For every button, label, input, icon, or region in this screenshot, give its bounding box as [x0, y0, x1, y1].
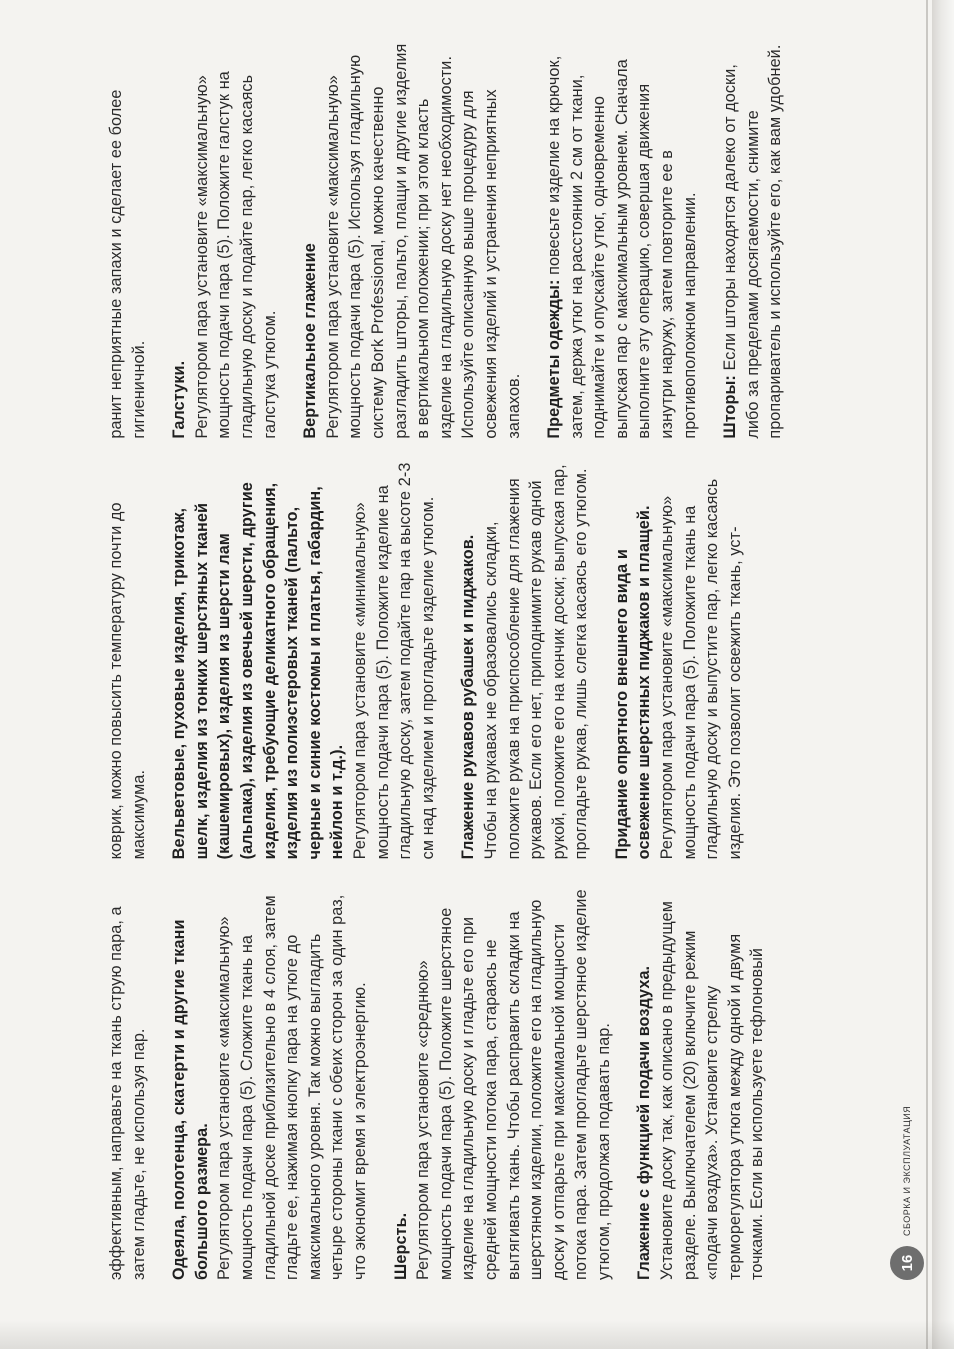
section-body [719, 40, 787, 439]
body-text: Регулятором пара установите «максимальную» мощность подачи пара (5). Положите ткань на гладильную доску и выпустите пар, легко касаясь изделия. Это позволит освежить ткань, уст- [658, 478, 744, 860]
text-section [105, 461, 150, 860]
section-body [191, 40, 281, 439]
text-section [633, 881, 769, 1280]
section-heading: Вельветовые, пуховые изделия, трикотаж, шелк, изделия из тонких шерстяных тканей (кашемировых), изделия из шерсти лам (альпака), изделия из овечьей шерсти, другие изделия, требующие деликатного обращения, изделия из полиэстеровых тканей (пальто, черные и синие костюмы и платья, габардин, нейлон и т.д.). [170, 482, 347, 860]
section-label: СБОРКА И ЭКСПЛУАТАЦИЯ [902, 1105, 912, 1236]
section-heading: Придание опрятного внешнего вида и освежение шерстяных пиджаков и плащей. [612, 505, 654, 860]
body-text: эффективным, направьте на ткань струю пара, а затем гладьте, не используя пар. [107, 906, 148, 1280]
inline-heading: Шторы: [721, 375, 740, 439]
manual-page [95, 20, 935, 1300]
section-body [105, 461, 150, 860]
body-text: Регулятором пара установите «максимальную» мощность подачи пара (5). Положите галстук на гладильную доску и подайте пар, легко касаясь галстука утюгом. [192, 71, 279, 439]
body-text: Установите доску так, как описано в предыдущем разделе. Выключателем (20) включите режим «подачи воздуха». Установите стрелку терморегулятора утюга между одной и двумя точками. Если вы используете тефлоновый [658, 901, 767, 1280]
page-footer [887, 680, 927, 1280]
text-section [719, 40, 787, 439]
text-section [105, 881, 150, 1280]
section-body [105, 881, 150, 1280]
column-3 [105, 40, 865, 439]
section-body [412, 881, 615, 1280]
body-text: Регулятором пара установите «минимальную» мощность подачи пара (5). Положите изделие на гладильную доску, затем подайте пар на высоте 2-3 см над изделием и прогладьте изделие утюгом. [350, 462, 437, 860]
column-2 [105, 461, 865, 860]
body-text: Регулятором пара установите «максимальную» мощность подачи пара (5). Сложите ткань на гладильной доске приблизительно в 4 слоя, затем гладьте ее, нажимая кнопку пара на утюге до максимального уровня. Так можно выгладить четыре стороны ткани с обеих сторон за один раз, что экономит время и электроэнергию. [215, 894, 369, 1280]
text-section [543, 40, 701, 439]
section-body [213, 881, 371, 1280]
section-heading: Глажение с функцией подачи воздуха. [635, 965, 654, 1280]
section-body [349, 461, 439, 860]
scan-page-edge [932, 0, 954, 1349]
text-columns [105, 40, 865, 1280]
inline-heading: Предметы одежды: [545, 279, 564, 439]
section-heading: Глажение рукавов рубашек и пиджаков. [459, 534, 478, 860]
text-section [168, 40, 281, 439]
section-body [480, 461, 593, 860]
body-text: повесьте изделие на крючок, затем, держа утюг на расстоянии 2 см от ткани, поднимайте и опускайте утюг, одновременно выпуская пар с максимальным уровнем. Сначала выполните эту операцию, совершая движения изнутри наружу, затем повторите ее в противоположном направлении. [545, 55, 699, 439]
text-section [168, 461, 439, 860]
column-1 [105, 881, 865, 1280]
text-section [611, 461, 747, 860]
section-body [656, 461, 746, 860]
section-heading: Одеяла, полотенца, скатерти и другие ткани большого размера. [170, 919, 211, 1280]
body-text: Регулятором пара установите «максимальную» мощность подачи пара (5). Используя гладильную систему Bork Professional, можно качественно разгладить шторы, пальто, плащи и другие изделия в вертикальном положении; при этом класть изделие на гладильную доску нет необходимости. Используйте описанную выше процедуру для освежения изделий и устранения неприятных запахов. [323, 43, 523, 439]
body-text: Если шторы находятся далеко от доски, либо за пределами досягаемости, снимите пропариватель и используйте его, как вам удобней. [721, 44, 785, 439]
section-heading: Вертикальное глажение [301, 243, 320, 439]
section-body [543, 40, 701, 439]
body-text: Чтобы на рукавах не образовались складки, положите рукав на приспособление для глажения рукавов. Если его нет, приподнимите рукав одной рукой, положите его на кончик доски; выпуская пар, прогладьте рукав, лишь слегка касаясь его утюгом. [481, 464, 591, 860]
section-body [322, 40, 525, 439]
scan-bottom-shadow [0, 1320, 954, 1349]
section-body [105, 40, 150, 439]
text-section [168, 881, 371, 1280]
section-heading: Шерсть. [391, 1212, 410, 1280]
text-section [299, 40, 525, 439]
body-text: Регулятором пара установите «среднюю» мощность подачи пара (5). Положите шерстяное изделие на гладильную доску и гладьте его при средней мощности потока пара, стараясь не вытягивать ткань. Чтобы расправить складки на шерстяном изделии, положите его на гладильную доску и отпарьте при максимальной мощности потока пара. Затем прогладьте шерстяное изделие утюгом, продолжая подавать пар. [414, 889, 613, 1280]
body-text: коврик, можно повысить температуру почти до максимума. [107, 502, 148, 860]
body-text: ранит неприятные запахи и сделает ее более гигиеничной. [107, 89, 148, 439]
page-number: 16 [890, 1246, 924, 1280]
text-section [105, 40, 150, 439]
section-heading: Галстуки. [170, 360, 189, 439]
text-section [390, 881, 616, 1280]
text-section [457, 461, 593, 860]
section-body [656, 881, 769, 1280]
